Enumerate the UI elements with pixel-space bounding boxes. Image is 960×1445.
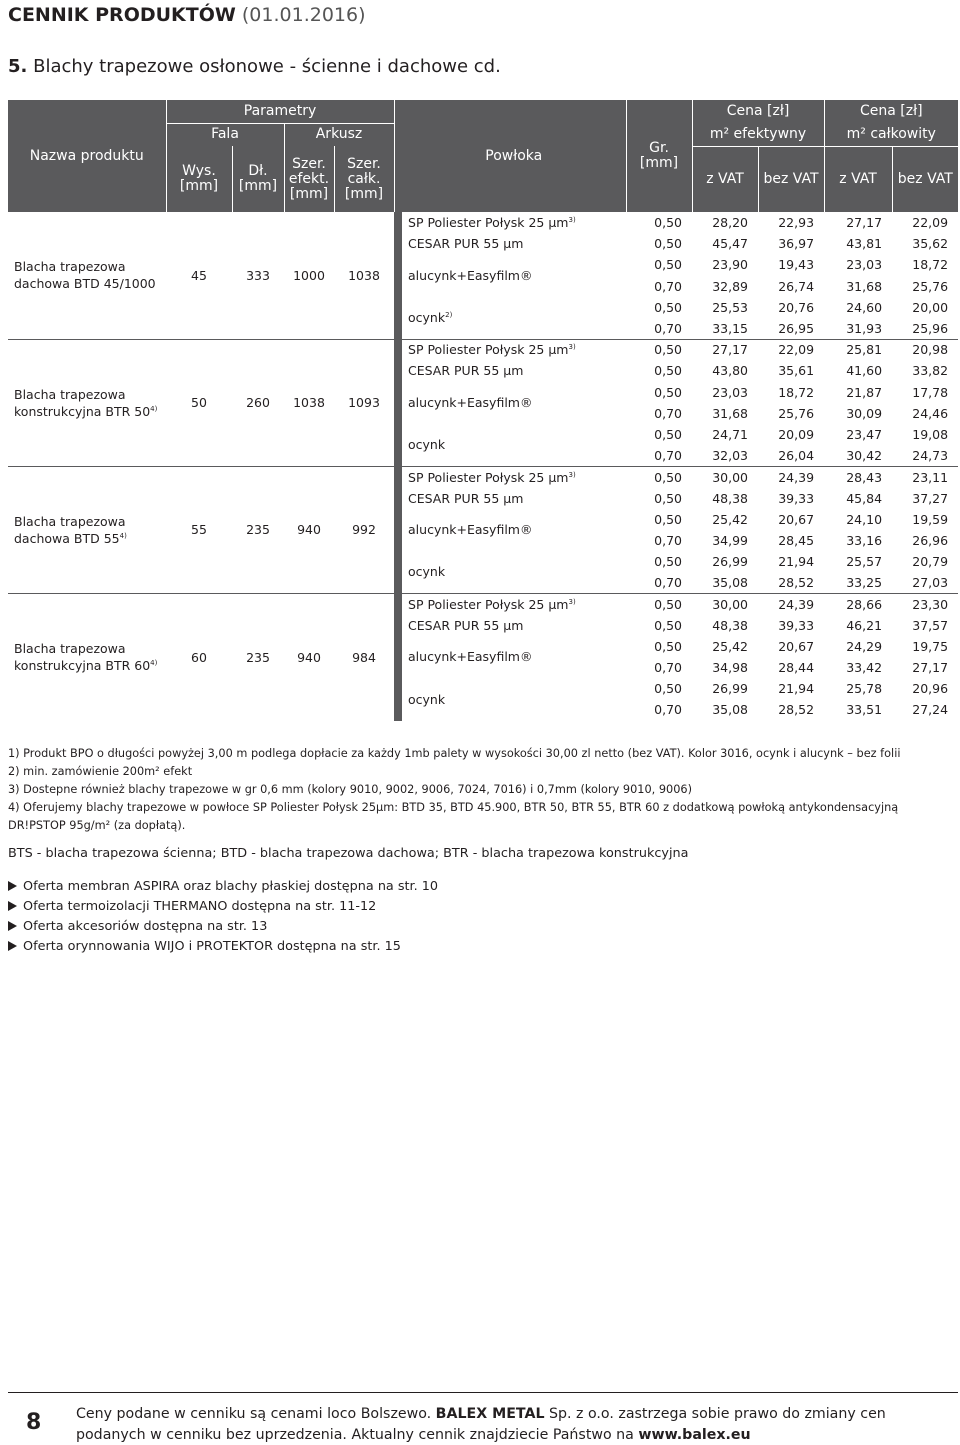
thickness-value: 0,70 [654, 532, 683, 548]
triangle-bullet-icon [8, 941, 17, 951]
price-eff-without-vat: 39,33 [778, 490, 815, 506]
price-tot-without-vat: 19,59 [912, 511, 949, 527]
offer-list [8, 877, 438, 957]
thickness-value: 0,50 [654, 554, 683, 570]
price-eff-without-vat: 36,97 [778, 236, 815, 252]
price-tot-with-vat: 24,60 [846, 299, 883, 315]
table-row [8, 466, 958, 487]
price-tot-without-vat: 18,72 [912, 257, 949, 273]
param-dl: 235 [232, 593, 284, 720]
header-szer-efekt: Szer. efekt. [mm] [284, 146, 334, 212]
price-eff-with-vat: 34,98 [712, 660, 749, 676]
param-dl: 333 [232, 212, 284, 339]
thickness-value: 0,50 [626, 466, 692, 487]
thickness-value: 0,50 [654, 215, 683, 231]
param-szer-calk: 992 [334, 466, 394, 593]
footnote: DR!PSTOP 95g/m² (za dopłatą). [8, 819, 186, 832]
price-tot-with-vat: 23,03 [846, 257, 883, 273]
price-tot-with-vat: 30,42 [846, 447, 883, 463]
param-szer-efekt: 940 [284, 593, 334, 720]
product-name: Blacha trapezowa dachowa BTD 45/1000 [8, 212, 166, 339]
price-eff-with-vat: 32,89 [712, 278, 749, 294]
column-separator [394, 466, 402, 593]
website-link[interactable]: www.balex.eu [638, 1427, 751, 1443]
column-separator [394, 339, 402, 466]
price-eff-with-vat: 31,68 [712, 405, 749, 421]
price-tot-with-vat: 33,51 [846, 702, 883, 718]
price-table [8, 100, 958, 721]
price-tot-without-vat: 33,82 [912, 363, 949, 379]
price-eff-with-vat: 43,80 [712, 363, 749, 379]
price-tot-without-vat: 27,24 [912, 702, 949, 718]
price-eff-with-vat: 48,38 [712, 490, 749, 506]
param-szer-calk: 1038 [334, 212, 394, 339]
coating-label: ocynk [402, 678, 626, 720]
price-tot-with-vat: 45,84 [846, 490, 883, 506]
thickness-value: 0,70 [654, 320, 683, 336]
header-coating: Powłoka [402, 100, 626, 212]
price-eff-without-vat: 19,43 [778, 257, 815, 273]
coating-label: CESAR PUR 55 µm [402, 233, 626, 254]
price-tot-with-vat: 31,93 [846, 320, 883, 336]
offer-item: Oferta membran ASPIRA oraz blachy płaskiej dostępna na str. 10 [8, 877, 438, 897]
param-wys: 45 [166, 212, 232, 339]
price-tot-with-vat: 33,42 [846, 660, 883, 676]
price-eff-with-vat: 30,00 [692, 466, 758, 487]
price-tot-without-vat: 22,09 [912, 215, 949, 231]
triangle-bullet-icon [8, 881, 17, 891]
section-title: 5. Blachy trapezowe osłonowe - ścienne i dachowe cd. [8, 56, 501, 77]
price-eff-without-vat: 26,04 [778, 447, 815, 463]
abbreviation-legend: BTS - blacha trapezowa ścienna; BTD - blacha trapezowa dachowa; BTR - blacha trapezowa konstrukcyjna [8, 846, 689, 861]
price-tot-with-vat: 24,10 [846, 511, 883, 527]
coating-label: alucynk+Easyfilm® [402, 254, 626, 296]
price-eff-without-vat: 22,09 [758, 339, 824, 360]
price-eff-with-vat: 32,03 [712, 447, 749, 463]
coating-label: CESAR PUR 55 µm [402, 615, 626, 636]
price-tot-without-vat: 25,76 [912, 278, 949, 294]
price-eff-without-vat: 39,33 [778, 617, 815, 633]
header-price-tot-unit: m² całkowity [824, 123, 958, 146]
footnotes [8, 745, 958, 835]
header-eff-with-vat: z VAT [692, 146, 758, 212]
table-body [8, 212, 958, 721]
footer-divider [8, 1392, 958, 1393]
price-eff-with-vat: 48,38 [712, 617, 749, 633]
price-eff-with-vat: 26,99 [712, 554, 749, 570]
coating-label: SP Poliester Połysk 25 µm$^{3)}$ [402, 466, 626, 487]
coating-label: CESAR PUR 55 µm [402, 487, 626, 508]
price-tot-without-vat: 24,46 [912, 405, 949, 421]
price-tot-without-vat: 20,00 [912, 299, 949, 315]
price-tot-without-vat: 24,73 [912, 447, 949, 463]
product-name: Blacha trapezowa konstrukcyjna BTR 50$^{4)}$ [8, 339, 166, 466]
thickness-value: 0,50 [654, 638, 683, 654]
price-eff-with-vat: 25,53 [712, 299, 749, 315]
price-tot-without-vat: 25,96 [912, 320, 949, 336]
header-price-eff-unit: m² efektywny [692, 123, 824, 146]
table-row [8, 212, 958, 233]
footnote: 3) Dostepne również blachy trapezowe w gr 0,6 mm (kolory 9010, 9002, 9006, 7024, 7016) i 0,7mm (kolory 9010, 9006) [8, 783, 692, 796]
thickness-value: 0,50 [654, 299, 683, 315]
price-tot-with-vat: 30,09 [846, 405, 883, 421]
price-eff-without-vat: 26,95 [778, 320, 815, 336]
price-eff-without-vat: 21,94 [778, 554, 815, 570]
table-row [8, 339, 958, 360]
thickness-value: 0,50 [654, 617, 683, 633]
price-eff-with-vat: 35,08 [712, 575, 749, 591]
thickness-value: 0,50 [654, 236, 683, 252]
price-tot-without-vat: 27,17 [912, 660, 949, 676]
thickness-value: 0,50 [654, 363, 683, 379]
price-tot-without-vat: 23,11 [892, 466, 958, 487]
thickness-value: 0,70 [654, 575, 683, 591]
thickness-value: 0,50 [654, 384, 683, 400]
price-eff-with-vat: 35,08 [712, 702, 749, 718]
page-title: CENNIK PRODUKTÓW (01.01.2016) [8, 4, 366, 26]
header-product-name: Nazwa produktu [8, 100, 166, 212]
price-eff-without-vat: 28,52 [778, 575, 815, 591]
price-tot-without-vat: 26,96 [912, 532, 949, 548]
thickness-value: 0,50 [654, 681, 683, 697]
price-eff-without-vat: 20,67 [778, 511, 815, 527]
price-tot-without-vat: 20,96 [912, 681, 949, 697]
price-tot-with-vat: 27,17 [846, 215, 883, 231]
price-tot-with-vat: 33,16 [846, 532, 883, 548]
param-szer-efekt: 1000 [284, 212, 334, 339]
table-row [8, 593, 958, 614]
product-name: Blacha trapezowa dachowa BTD 55$^{4)}$ [8, 466, 166, 593]
price-eff-without-vat: 28,45 [778, 532, 815, 548]
param-wys: 55 [166, 466, 232, 593]
thickness-value: 0,50 [654, 426, 683, 442]
price-eff-without-vat: 20,09 [778, 426, 815, 442]
coating-label: SP Poliester Połysk 25 µm$^{3)}$ [402, 212, 626, 233]
coating-label: SP Poliester Połysk 25 µm$^{3)}$ [402, 339, 626, 360]
thickness-value: 0,70 [654, 660, 683, 676]
footnote: 1) Produkt BPO o długości powyżej 3,00 m podlega dopłacie za każdy 1mb palety w wysokości 30,00 zl netto (bez VAT). Kolor 3016, ocynk i alucynk – bez folii [8, 747, 901, 760]
price-eff-with-vat: 23,03 [712, 384, 749, 400]
price-tot-without-vat: 35,62 [912, 236, 949, 252]
price-tot-with-vat: 28,66 [824, 593, 892, 614]
offer-item: Oferta orynnowania WIJO i PROTEKTOR dostępna na str. 15 [8, 937, 438, 957]
column-separator [394, 212, 402, 339]
price-tot-with-vat: 31,68 [846, 278, 883, 294]
price-eff-with-vat: 34,99 [712, 532, 749, 548]
price-tot-with-vat: 33,25 [846, 575, 883, 591]
thickness-value: 0,50 [626, 593, 692, 614]
price-tot-with-vat: 21,87 [846, 384, 883, 400]
param-szer-calk: 984 [334, 593, 394, 720]
header-arkusz: Arkusz [284, 123, 394, 146]
price-eff-without-vat: 22,93 [778, 215, 815, 231]
column-separator [394, 593, 402, 720]
header-price-eff: Cena [zł] [692, 100, 824, 123]
param-wys: 50 [166, 339, 232, 466]
thickness-value: 0,50 [654, 257, 683, 273]
price-eff-with-vat: 27,17 [692, 339, 758, 360]
thickness-value: 0,70 [654, 278, 683, 294]
header-price-tot: Cena [zł] [824, 100, 958, 123]
coating-label: alucynk+Easyfilm® [402, 382, 626, 424]
price-eff-with-vat: 25,42 [712, 511, 749, 527]
thickness-value: 0,50 [654, 511, 683, 527]
header-eff-without-vat: bez VAT [758, 146, 824, 212]
thickness-value: 0,70 [654, 702, 683, 718]
price-eff-without-vat: 18,72 [778, 384, 815, 400]
price-tot-with-vat: 23,47 [846, 426, 883, 442]
price-tot-with-vat: 25,57 [846, 554, 883, 570]
price-tot-with-vat: 41,60 [846, 363, 883, 379]
thickness-value: 0,70 [654, 447, 683, 463]
coating-label: alucynk+Easyfilm® [402, 636, 626, 678]
coating-label: CESAR PUR 55 µm [402, 360, 626, 381]
price-eff-without-vat: 26,74 [778, 278, 815, 294]
param-dl: 235 [232, 466, 284, 593]
coating-label: SP Poliester Połysk 25 µm$^{3)}$ [402, 593, 626, 614]
coating-label: alucynk+Easyfilm® [402, 509, 626, 551]
param-szer-efekt: 940 [284, 466, 334, 593]
price-tot-without-vat: 37,27 [912, 490, 949, 506]
price-eff-with-vat: 25,42 [712, 638, 749, 654]
header-dl: Dł. [mm] [232, 146, 284, 212]
thickness-value: 0,50 [654, 490, 683, 506]
header-szer-calk: Szer. całk. [mm] [334, 146, 394, 212]
price-eff-with-vat: 28,20 [712, 215, 749, 231]
table-header [8, 100, 958, 212]
param-szer-calk: 1093 [334, 339, 394, 466]
price-eff-with-vat: 23,90 [712, 257, 749, 273]
offer-item: Oferta akcesoriów dostępna na str. 13 [8, 917, 438, 937]
header-thickness: Gr. [mm] [626, 100, 692, 212]
price-tot-without-vat: 37,57 [912, 617, 949, 633]
price-tot-with-vat: 28,43 [824, 466, 892, 487]
param-szer-efekt: 1038 [284, 339, 334, 466]
price-eff-with-vat: 26,99 [712, 681, 749, 697]
header-wys: Wys. [mm] [166, 146, 232, 212]
footer-text: Ceny podane w cenniku są cenami loco Bolszewo. BALEX METAL Sp. z o.o. zastrzega sobie prawo do zmiany cen podanych w cenniku bez uprzedzenia. Aktualny cennik znajdziecie Państwo na www.balex.eu [76, 1406, 886, 1443]
coating-label: ocynk$^{2)}$ [402, 297, 626, 339]
price-eff-without-vat: 24,39 [758, 466, 824, 487]
price-eff-with-vat: 45,47 [712, 236, 749, 252]
price-tot-without-vat: 19,08 [912, 426, 949, 442]
footnote: 4) Oferujemy blachy trapezowe w powłoce SP Poliester Połysk 25µm: BTD 35, BTD 45.900, BTR 50, BTR 55, BTR 60 z dodatkową powłoką antykondensacyjną [8, 801, 899, 814]
price-eff-without-vat: 20,76 [778, 299, 815, 315]
price-tot-without-vat: 23,30 [892, 593, 958, 614]
price-eff-without-vat: 25,76 [778, 405, 815, 421]
price-tot-with-vat: 46,21 [846, 617, 883, 633]
triangle-bullet-icon [8, 921, 17, 931]
price-tot-with-vat: 43,81 [846, 236, 883, 252]
price-tot-with-vat: 25,81 [824, 339, 892, 360]
price-eff-with-vat: 24,71 [712, 426, 749, 442]
price-eff-without-vat: 35,61 [778, 363, 815, 379]
triangle-bullet-icon [8, 901, 17, 911]
price-eff-without-vat: 24,39 [758, 593, 824, 614]
price-tot-without-vat: 20,79 [912, 554, 949, 570]
header-fala: Fala [166, 123, 284, 146]
thickness-value: 0,50 [626, 339, 692, 360]
coating-label: ocynk [402, 424, 626, 466]
coating-label: ocynk [402, 551, 626, 593]
offer-item: Oferta termoizolacji THERMANO dostępna na str. 11-12 [8, 897, 438, 917]
product-name: Blacha trapezowa konstrukcyjna BTR 60$^{4)}$ [8, 593, 166, 720]
price-eff-with-vat: 33,15 [712, 320, 749, 336]
header-tot-with-vat: z VAT [824, 146, 892, 212]
header-parameters: Parametry [166, 100, 394, 123]
price-eff-without-vat: 28,52 [778, 702, 815, 718]
price-tot-with-vat: 25,78 [846, 681, 883, 697]
price-eff-without-vat: 20,67 [778, 638, 815, 654]
price-eff-with-vat: 30,00 [692, 593, 758, 614]
price-tot-without-vat: 20,98 [892, 339, 958, 360]
price-tot-without-vat: 27,03 [912, 575, 949, 591]
param-wys: 60 [166, 593, 232, 720]
price-eff-without-vat: 28,44 [778, 660, 815, 676]
page-number: 8 [26, 1410, 42, 1435]
price-tot-with-vat: 24,29 [846, 638, 883, 654]
price-eff-without-vat: 21,94 [778, 681, 815, 697]
thickness-value: 0,70 [654, 405, 683, 421]
footnote: 2) min. zamówienie 200m² efekt [8, 765, 193, 778]
header-tot-without-vat: bez VAT [892, 146, 958, 212]
price-tot-without-vat: 17,78 [912, 384, 949, 400]
price-tot-without-vat: 19,75 [912, 638, 949, 654]
param-dl: 260 [232, 339, 284, 466]
